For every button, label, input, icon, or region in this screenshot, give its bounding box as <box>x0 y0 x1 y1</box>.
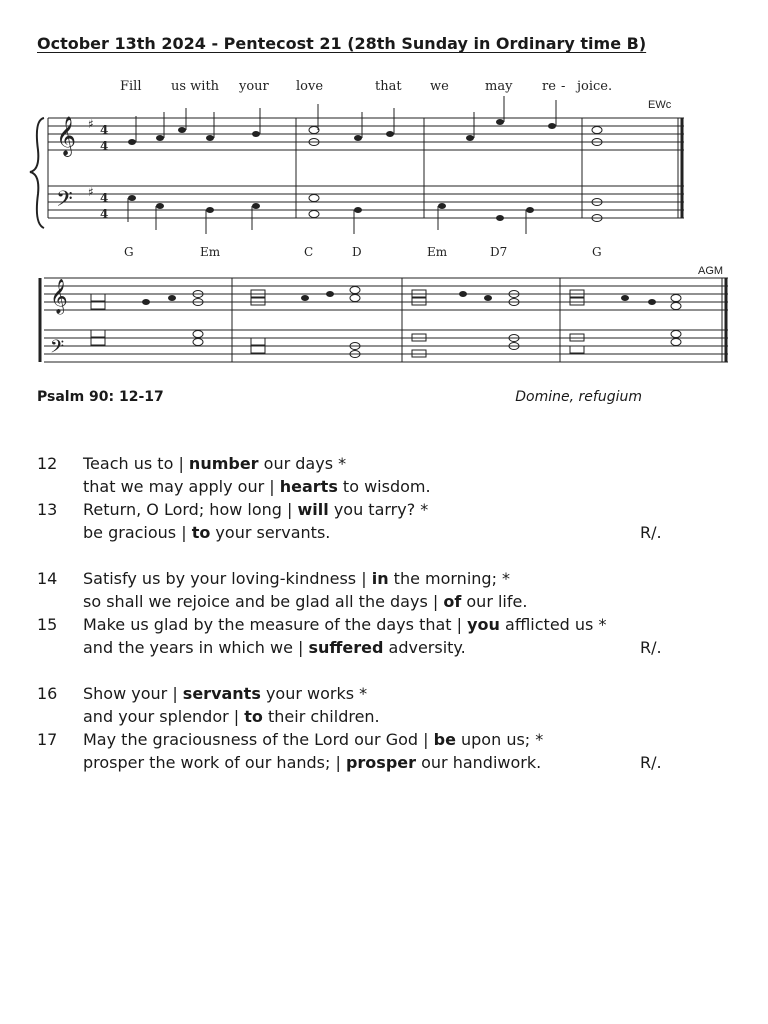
svg-text:4: 4 <box>100 191 109 205</box>
brace <box>30 118 44 228</box>
note-stems <box>128 96 556 234</box>
psalm-reference: Psalm 90: 12-17 <box>37 389 164 405</box>
verse-number: 17 <box>37 730 58 749</box>
treble-staff <box>48 118 684 150</box>
chant-breves <box>91 287 681 358</box>
stress-word: will <box>297 500 329 519</box>
verse-line: so shall we rejoice and be glad all the days | of our life. <box>83 592 528 611</box>
treble-clef-icon: 𝄞 <box>56 116 77 156</box>
stress-word: servants <box>182 684 261 703</box>
lyric-word: your <box>239 79 269 94</box>
stress-word: hearts <box>279 477 338 496</box>
chant-initials: AGM <box>698 265 724 277</box>
response-lyrics <box>120 79 612 94</box>
bass-clef-icon: 𝄢 <box>56 187 73 217</box>
lyric-word: love <box>296 79 324 94</box>
stress-word: in <box>371 569 389 588</box>
response-mark: R/. <box>640 753 662 772</box>
verse-number: 12 <box>37 454 58 473</box>
lyric-word: re <box>542 79 556 94</box>
stress-word: you <box>467 615 500 634</box>
stress-word: to <box>244 707 263 726</box>
sharp-icon: ♯ <box>88 117 94 131</box>
stress-word: suffered <box>308 638 384 657</box>
lyric-word: Fill <box>120 79 142 94</box>
bass-staff <box>48 186 684 218</box>
half-notes <box>309 127 602 222</box>
page-title: October 13th 2024 - Pentecost 21 (28th Sunday in Ordinary time B) <box>37 34 647 53</box>
stress-word: to <box>191 523 211 542</box>
verse-number: 15 <box>37 615 58 634</box>
verse-line: 16 Show your | servants your works * <box>37 684 368 703</box>
chord: D7 <box>490 245 508 259</box>
treble-clef-icon: 𝄞 <box>50 279 68 314</box>
svg-text:4: 4 <box>100 139 109 153</box>
lyric-word: us with <box>171 79 220 94</box>
chord: C <box>304 245 314 259</box>
verse-line: 12 Teach us to | number our days * <box>37 454 347 473</box>
sharp-icon: ♯ <box>88 185 94 199</box>
response-mark: R/. <box>640 638 662 657</box>
composer-initials: EWc <box>648 99 672 111</box>
lyric-word: may <box>485 79 513 94</box>
chord: G <box>592 245 602 259</box>
psalm-latin-title: Domine, refugium <box>515 389 642 405</box>
grand-staff-chant <box>40 278 728 362</box>
chant-bass-staff <box>44 330 728 362</box>
stress-word: be <box>433 730 456 749</box>
psalm-verses <box>37 452 697 774</box>
time-signature <box>100 123 108 221</box>
lyric-word: we <box>430 79 449 94</box>
chord: D <box>352 245 362 259</box>
stress-word: of <box>443 592 462 611</box>
verse-line: be gracious | to your servants. R/. <box>83 523 662 542</box>
verse-line: and the years in which we | suffered adversity. R/. <box>83 638 662 657</box>
stress-word: number <box>188 454 259 473</box>
chord: G <box>124 245 134 259</box>
chord: Em <box>427 245 448 259</box>
lyric-word: - <box>561 79 566 94</box>
verse-number: 16 <box>37 684 58 703</box>
chant-treble-staff <box>44 278 728 310</box>
verse-line: prosper the work of our hands; | prosper our handiwork. R/. <box>83 753 662 772</box>
verse-line: 13 Return, O Lord; how long | will you tarry? * <box>37 500 429 519</box>
lyric-word: joice. <box>577 79 613 94</box>
chord: Em <box>200 245 221 259</box>
verse-number: 13 <box>37 500 58 519</box>
lyric-word: that <box>375 79 402 94</box>
svg-text:4: 4 <box>100 123 109 137</box>
bass-clef-icon: 𝄢 <box>50 337 65 362</box>
stress-word: prosper <box>345 753 417 772</box>
verse-line: 15 Make us glad by the measure of the days that | you afflicted us * <box>37 615 607 634</box>
verse-line: 17 May the graciousness of the Lord our God | be upon us; * <box>37 730 544 749</box>
chord-symbols <box>124 245 602 259</box>
verse-line: 14 Satisfy us by your loving-kindness | in the morning; * <box>37 569 511 588</box>
response-mark: R/. <box>640 523 662 542</box>
verse-line: that we may apply our | hearts to wisdom. <box>83 477 431 496</box>
svg-text:4: 4 <box>100 207 109 221</box>
verse-line: and your splendor | to their children. <box>83 707 380 726</box>
music-score <box>0 0 768 380</box>
verse-number: 14 <box>37 569 58 588</box>
